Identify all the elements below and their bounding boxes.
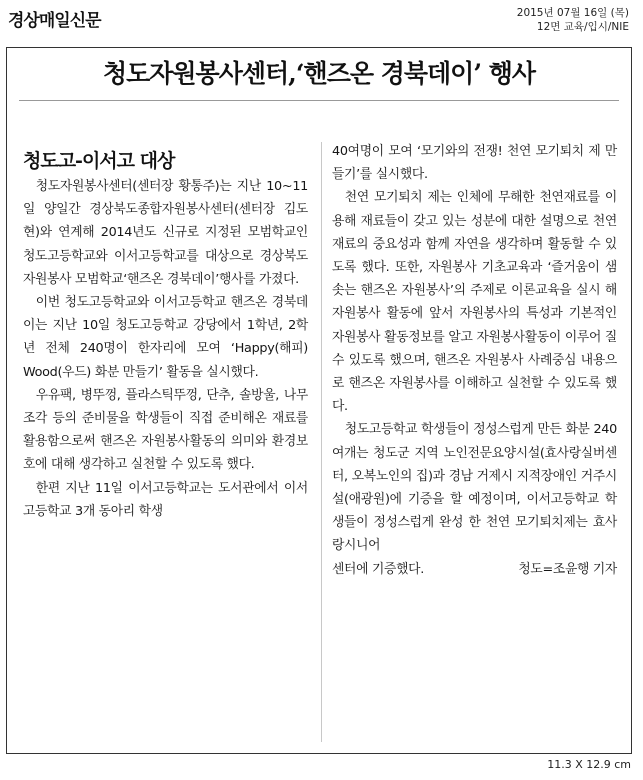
- headline-divider: [19, 100, 619, 101]
- article-paragraph: 이번 청도고등학교와 이서고등학교 핸즈온 경북데이는 지난 10일 청도고등학교 강당에서 1학년, 2학년 전체 240명이 한자리에 모여 ‘Happy(해피) Wood(우드) 화분 만들기’ 활동을 실시했다.: [23, 295, 308, 380]
- clipping-size: 11.3 X 12.9 cm: [547, 758, 631, 771]
- article-paragraph: 청도고등학교 학생들이 정성스럽게 만든 화분 240여개는 청도군 지역 노인전문요양시설(효사랑실버센터, 오복노인의 집)과 경남 거제시 지적장애인 거주시설(애광원)에 기증을 할 예정이며, 이서고등학교 학생들이 정성스럽게 완성 한 천연 모기퇴치제는 효사랑시니어: [332, 422, 617, 554]
- article-last-line: 센터에 기증했다.: [332, 561, 424, 577]
- article-clipping: [6, 47, 632, 754]
- publication-section: 12면 교육/입시/NIE: [536, 21, 629, 33]
- article-column-left: [23, 175, 308, 523]
- article-closing-line: [332, 558, 617, 581]
- article-paragraph: 40여명이 모여 ‘모기와의 전쟁! 천연 모기퇴치 제 만들기’를 실시했다.: [332, 144, 617, 183]
- newspaper-masthead: 경상매일신문: [8, 11, 101, 31]
- article-byline: 청도=조윤행 기자: [518, 561, 617, 577]
- publication-date: 2015년 07월 16일 (목): [516, 7, 629, 19]
- article-paragraph: 한편 지난 11일 이서고등학교는 도서관에서 이서고등학교 3개 동아리 학생: [23, 480, 308, 519]
- article-column-right: [332, 140, 617, 581]
- publication-meta: [517, 6, 629, 34]
- article-paragraph: 청도자원봉사센터(센터장 황통주)는 지난 10~11일 양일간 경상북도종합자원봉사센터(센터장 김도현)와 연계해 2014년도 신규로 지정된 모범학교인 청도고등학교와 이서고등학교를 대상으로 경상북도 자원봉사 모범학교‘핸즈온 경북데이’행사를 가졌다.: [23, 179, 308, 287]
- article-paragraph: 우유팩, 병뚜껑, 플라스틱뚜껑, 단추, 솔방울, 나무조각 등의 준비물을 학생들이 직접 준비해온 재료를 활용함으로써 핸즈온 자원봉사활동의 의미와 환경보호에 대해 생각하고 실천할 수 있도록 했다.: [23, 387, 308, 473]
- column-rule: [321, 142, 322, 742]
- article-subheadline: 청도고-이서고 대상: [23, 150, 175, 172]
- article-headline: 청도자원봉사센터,‘핸즈온 경북데이’ 행사: [102, 59, 536, 88]
- article-paragraph: 천연 모기퇴치 제는 인체에 무해한 천연재료를 이용해 재료들이 갖고 있는 성분에 대한 설명으로 천연재료의 중요성과 함께 자연을 생각하며 활동할 수 있도록 했다. 또한, 자원봉사 기초교육과 ‘즐거움이 샘솟는 핸즈온 자원봉사’의 주제로 이론교육을 실시 해 자원봉사 활동에 앞서 자원봉사의 특성과 기본적인 자원봉사 활동정보를 알고 자원봉사활동이 이루어 질 수 있도록 했으며, 핸즈온 자원봉사 사례중심 내용으로 핸즈온 자원봉사를 이해하고 실천할 수 있도록 했다.: [332, 190, 617, 415]
